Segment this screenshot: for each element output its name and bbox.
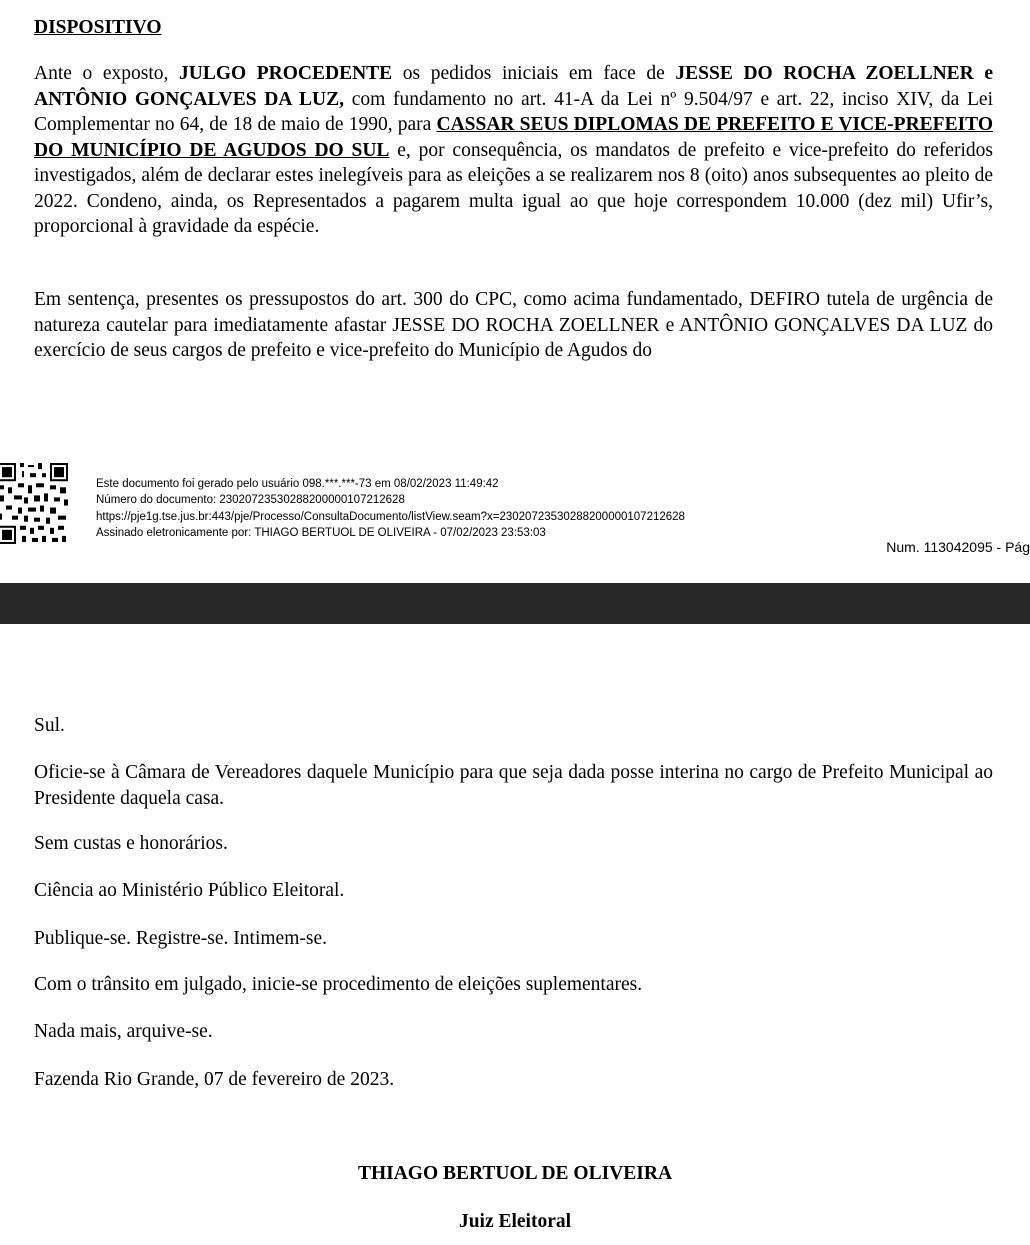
para1-text-2: os pedidos iniciais em face de bbox=[392, 63, 676, 84]
para1-bold-names: JESSE DO ROCHA ZOELLNER e ANTÔNIO GONÇALVES DA LUZ, bbox=[34, 63, 994, 110]
dispositivo-paragraph bbox=[34, 61, 993, 240]
custas-line: Sem custas e honorários. bbox=[34, 833, 228, 854]
para1-text-1: Ante o exposto, bbox=[34, 63, 179, 84]
para1-text-3: com fundamento no art. 41-A da Lei nº 9.504/97 e art. 22, inciso XIV, da Lei Complementar no 64, de 18 de maio de 1990, para bbox=[34, 88, 994, 135]
page-number: Num. 113042095 - Pág bbox=[886, 539, 1030, 555]
continuation-text: Sul. bbox=[34, 715, 65, 736]
arquive-line: Nada mais, arquive-se. bbox=[34, 1021, 213, 1042]
page-divider bbox=[0, 583, 1030, 624]
para1-bold-julgo: JULGO PROCEDENTE bbox=[178, 63, 393, 84]
para1-text-4: e, por consequência, os mandatos de prefeito e vice-prefeito do referidos investigados, além de declarar estes inelegíveis para as eleições a se realizarem nos 8 (oito) anos subsequentes ao pleito de 2022. Condeno, ainda, os Representados a pagarem multa igual ao que hoje correspondem 10.000 (dez mil) Ufir’s, proporcional à gravidade da espécie. bbox=[34, 139, 993, 237]
metadata-url-link[interactable]: https://pje1g.tse.jus.br:443/pje/Processo/ConsultaDocumento/listView.seam?x=23020723530288200000107212628 bbox=[96, 510, 685, 523]
place-date: Fazenda Rio Grande, 07 de fevereiro de 2023. bbox=[34, 1069, 395, 1090]
signatory-name: THIAGO BERTUOL DE OLIVEIRA bbox=[357, 1163, 673, 1184]
metadata-document-number: Número do documento: 23020723530288200000107212628 bbox=[96, 494, 405, 507]
tutela-paragraph: Em sentença, presentes os pressupostos do art. 300 do CPC, como acima fundamentado, DEFIRO tutela de urgência de natureza cautelar para imediatamente afastar JESSE DO ROCHA ZOELLNER e ANTÔNIO GONÇALVES DA LUZ do exercício de seus cargos de prefeito e vice-prefeito do Município de Agudos do bbox=[34, 289, 993, 361]
signatory-role: Juiz Eleitoral bbox=[458, 1211, 572, 1232]
oficie-paragraph: Oficie-se à Câmara de Vereadores daquele Município para que seja dada posse interina no cargo de Prefeito Municipal ao Presidente daquela casa. bbox=[34, 762, 993, 809]
metadata-signed-by: Assinado eletronicamente por: THIAGO BERTUOL DE OLIVEIRA - 07/02/2023 23:53:03 bbox=[96, 526, 546, 539]
transito-line: Com o trânsito em julgado, inicie-se procedimento de eleições suplementares. bbox=[34, 974, 643, 995]
publique-line: Publique-se. Registre-se. Intimem-se. bbox=[34, 928, 327, 949]
metadata-generated-by: Este documento foi gerado pelo usuário 098.***.***-73 em 08/02/2023 11:49:42 bbox=[96, 478, 499, 490]
para1-bold-underline-cassar: CASSAR SEUS DIPLOMAS DE PREFEITO E VICE-PREFEITO DO MUNICÍPIO DE AGUDOS DO SUL bbox=[34, 114, 993, 161]
ciencia-line: Ciência ao Ministério Público Eleitoral. bbox=[34, 880, 345, 901]
document-metadata bbox=[96, 476, 685, 541]
qr-code-icon bbox=[0, 461, 70, 546]
section-heading: DISPOSITIVO bbox=[34, 17, 162, 38]
